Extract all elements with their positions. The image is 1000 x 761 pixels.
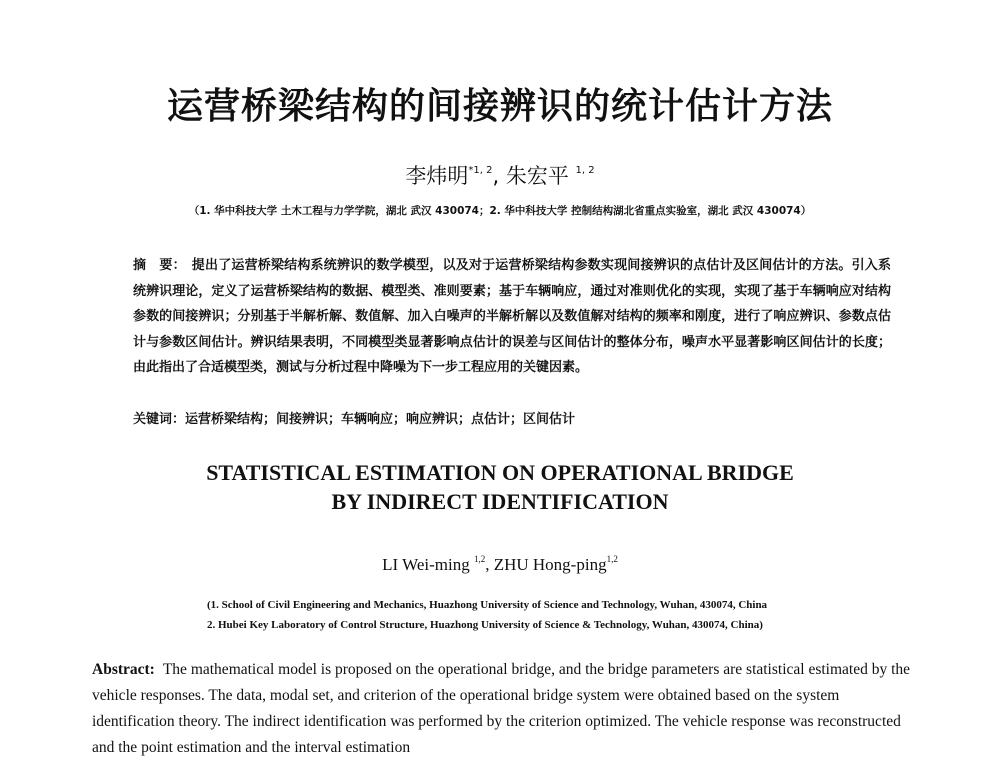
author-separator-cn: , bbox=[492, 164, 506, 188]
author1-name-en: LI Wei-ming bbox=[382, 555, 470, 574]
abstract-en-label: Abstract: bbox=[92, 661, 155, 678]
author1-sup-en: 1,2 bbox=[473, 554, 486, 564]
title-en-line1: STATISTICAL ESTIMATION ON OPERATIONAL BRIDGE bbox=[206, 460, 794, 485]
abstract-cn bbox=[133, 253, 891, 381]
paper-title-en bbox=[0, 458, 1000, 516]
affiliation-cn: （1. 华中科技大学 土木工程与力学学院，湖北 武汉 430074；2. 华中科技大学 控制结构湖北省重点实验室，湖北 武汉 430074） bbox=[188, 205, 812, 217]
abstract-cn-label: 摘 要： bbox=[133, 258, 186, 273]
affiliation-en-line1: (1. School of Civil Engineering and Mechanics, Huazhong University of Science and Technology, Wuhan, 430074, China bbox=[207, 599, 768, 611]
authors-cn bbox=[0, 160, 1000, 190]
title-en-line2: BY INDIRECT IDENTIFICATION bbox=[331, 489, 669, 514]
abstract-en-text: The mathematical model is proposed on the operational bridge, and the bridge parameters are statistical estimated by the vehicle responses. The data, modal set, and criterion of the operational bridge system were obtained based on the system identification theory. The indirect identification was performed by the criterion optimized. The vehicle response was reconstructed and the point estimation and the interval estimation bbox=[92, 661, 911, 756]
author1-name-cn: 李炜明 bbox=[405, 164, 469, 188]
author2-sup-en: 1,2 bbox=[606, 554, 618, 564]
paper-title-cn: 运营桥梁结构的间接辨识的统计估计方法 bbox=[166, 86, 833, 127]
abstract-en bbox=[92, 657, 912, 761]
affiliation-en-line2: 2. Hubei Key Laboratory of Control Structure, Huazhong University of Science & Technology, Wuhan, 430074, China) bbox=[207, 619, 763, 631]
author2-sup-cn: 1, 2 bbox=[575, 165, 595, 176]
keywords-cn bbox=[133, 408, 891, 427]
author2-name-cn: 朱宏平 bbox=[505, 164, 569, 188]
affiliation-en bbox=[207, 595, 907, 635]
author1-sup-cn: *1, 2 bbox=[468, 165, 493, 176]
abstract-cn-text: 提出了运营桥梁结构系统辨识的数学模型，以及对于运营桥梁结构参数实现间接辨识的点估计及区间估计的方法。引入系统辨识理论，定义了运营桥梁结构的数据、模型类、准则要素；基于车辆响应，通过对准则优化的实现，实现了基于车辆响应对结构参数的间接辨识；分别基于半解析解、数值解、加入白噪声的半解析解以及数值解对结构的频率和刚度，进行了响应辨识、参数点估计与参数区间估计。辨识结果表明，不同模型类显著影响点估计的误差与区间估计的整体分布，噪声水平显著影响区间估计的长度；由此指出了合适模型类，测试与分析过程中降噪为下一步工程应用的关键因素。 bbox=[133, 258, 891, 375]
author-separator-en: , bbox=[485, 555, 494, 574]
keywords-cn-text: 运营桥梁结构；间接辨识；车辆响应；响应辨识；点估计；区间估计 bbox=[185, 412, 576, 427]
authors-en bbox=[0, 554, 1000, 575]
keywords-cn-label: 关键词： bbox=[133, 412, 186, 427]
author2-name-en: ZHU Hong-ping bbox=[493, 555, 607, 574]
